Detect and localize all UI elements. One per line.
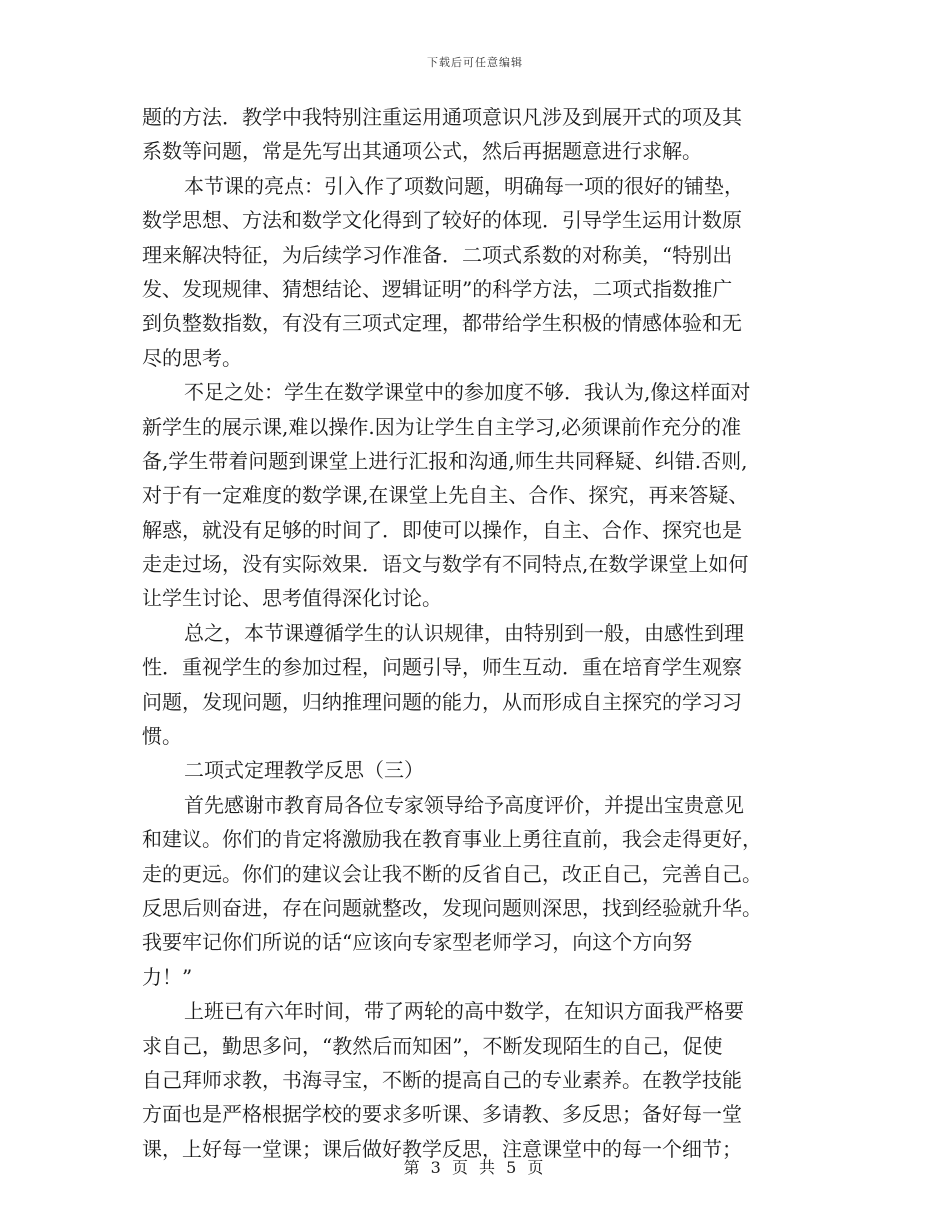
text-line: 本节课的亮点：引入作了项数问题，明确每一项的很好的铺垫，: [184, 173, 744, 198]
text-line: 发、发现规律、猜想结论、逻辑证明”的科学方法，二项式指数推广: [142, 276, 733, 301]
text-line: 性．重视学生的参加过程，问题引导，师生互动．重在培育学生观察: [142, 655, 742, 680]
text-line: 问题，发现问题，归纳推理问题的能力，从而形成自主探究的学习习: [142, 689, 742, 714]
text-line: 求自己，勤思多问，“教然后而知困”，不断发现陌生的自己，促使: [142, 1033, 723, 1058]
document-body: [142, 100, 812, 1166]
text-line: 惯。: [142, 724, 182, 749]
text-line: 总之，本节课遵循学生的认识规律，由特别到一般，由感性到理: [184, 620, 744, 645]
text-line: 对于有一定难度的数学课,在课堂上先自主、合作、探究，再来答疑、: [142, 483, 749, 508]
page-footer: 第 3 页 共 5 页: [403, 1158, 547, 1177]
text-line: 课，上好每一堂课；课后做好教学反思，注意课堂中的每一个细节；: [142, 1136, 742, 1161]
text-line: 新学生的展示课,难以操作.因为让学生自主学习,必须课前作充分的准: [142, 414, 742, 439]
text-line: 系数等问题，常是先写出其通项公式，然后再据题意进行求解。: [142, 139, 702, 164]
text-line: 让学生讨论、思考值得深化讨论。: [142, 586, 442, 611]
text-line: 反思后则奋进，存在问题就整改，发现问题则深思，找到经验就升华。: [142, 895, 762, 920]
text-line: 备,学生带着问题到课堂上进行汇报和沟通,师生共同释疑、纠错.否则,: [142, 448, 748, 473]
text-line: 到负整数指数，有没有三项式定理，都带给学生积极的情感体验和无: [142, 311, 742, 336]
text-line: 理来解决特征，为后续学习作准备．二项式系数的对称美，“特别出: [142, 242, 733, 267]
text-line: 我要牢记你们所说的话“应该向专家型老师学习，向这个方向努: [142, 930, 693, 955]
text-line: 题的方法．教学中我特别注重运用通项意识凡涉及到展开式的项及其: [142, 105, 742, 129]
text-line: 解惑，就没有足够的时间了．即使可以操作，自主、合作、探究也是: [142, 517, 742, 542]
text-line: 不足之处：学生在数学课堂中的参加度不够．我认为,像这样面对: [184, 380, 751, 405]
text-line: 上班已有六年时间，带了两轮的高中数学，在知识方面我严格要: [184, 999, 744, 1024]
text-line: 数学思想、方法和数学文化得到了较好的体现．引导学生运用计数原: [142, 208, 742, 233]
text-line: 首先感谢市教育局各位专家领导给予高度评价，并提出宝贵意见: [184, 792, 744, 817]
text-line: 走的更远。你们的建议会让我不断的反省自己，改正自己，完善自己。: [142, 861, 762, 886]
text-line: 尽的思考。: [142, 345, 242, 370]
text-line: 力！”: [142, 964, 193, 989]
text-line: 走走过场，没有实际效果．语文与数学有不同特点,在数学课堂上如何: [142, 552, 749, 577]
text-line: 和建议。你们的肯定将激励我在教育事业上勇往直前，我会走得更好，: [142, 827, 762, 852]
page-header: 下载后可任意编辑: [427, 56, 523, 69]
text-line: 自己拜师求教，书海寻宝，不断的提高自己的专业素养。在教学技能: [142, 1067, 742, 1092]
text-line: 二项式定理教学反思（三）: [184, 758, 424, 783]
text-line: 方面也是严格根据学校的要求多听课、多请教、多反思；备好每一堂: [142, 1102, 742, 1127]
